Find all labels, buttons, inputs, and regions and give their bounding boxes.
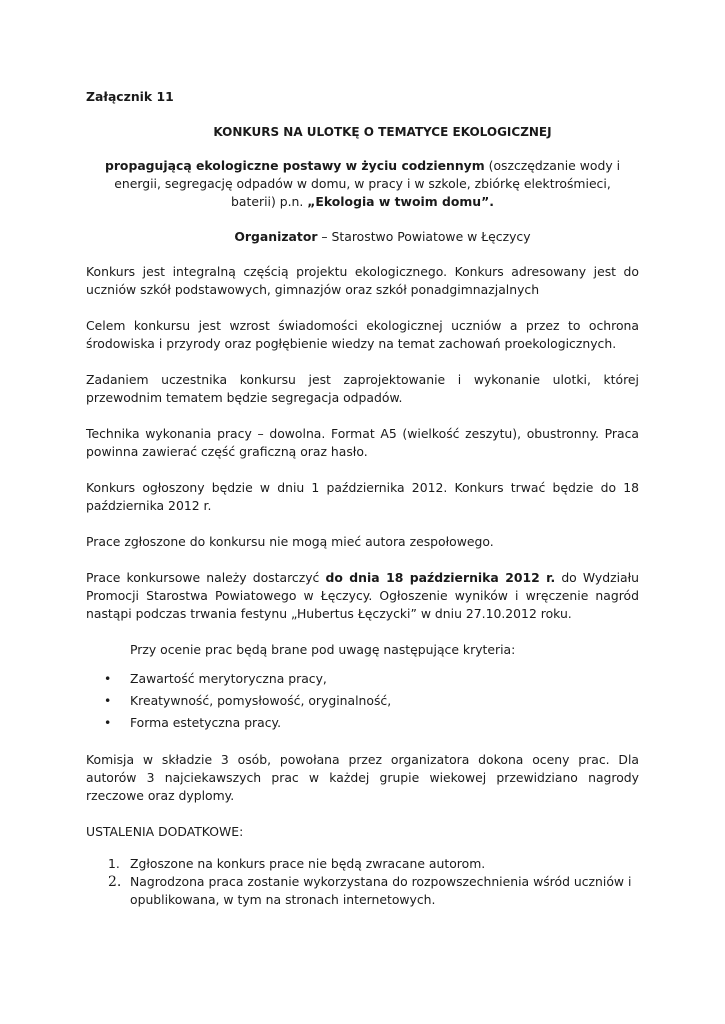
subtitle-text: (oszczędzanie wody i energii, segregację odpadów w domu, w pracy i w szkole, zbiórkę elektrośmieci, baterii) p.n. — [114, 158, 621, 209]
document-subtitle — [86, 157, 639, 211]
paragraph-technique: Technika wykonania pracy – dowolna. Format A5 (wielkość zeszytu), obustronny. Praca powinna zawierać część graficzną oraz hasło. — [86, 426, 639, 459]
list-item — [86, 873, 639, 909]
deadline-before: Prace konkursowe należy dostarczyć — [86, 570, 326, 585]
paragraph-authors: Prace zgłoszone do konkursu nie mogą mieć autora zespołowego. — [86, 534, 494, 549]
paragraph-commission: Komisja w składzie 3 osób, powołana przez organizatora dokona oceny prac. Dla autorów 3 najciekawszych prac w każdej grupie wiekowej przewidziano nagrody rzeczowe oraz dyplomy. — [86, 752, 639, 803]
list-number: 1. — [108, 856, 120, 871]
additional-list — [86, 855, 639, 909]
criteria-item: Zawartość merytoryczna pracy, — [130, 671, 327, 686]
organizer-value: – Starostwo Powiatowe w Łęczycy — [317, 229, 531, 244]
annex-label: Załącznik 11 — [86, 89, 174, 104]
subtitle-bold: propagującą ekologiczne postawy w życiu codziennym — [104, 158, 485, 173]
additional-item: Zgłoszone na konkurs prace nie będą zwracane autorom. — [130, 856, 486, 871]
list-item — [86, 712, 639, 734]
list-item — [86, 855, 639, 873]
paragraph-dates: Konkurs ogłoszony będzie w dniu 1 października 2012. Konkurs trwać będzie do 18 października 2012 r. — [86, 480, 639, 513]
subtitle-name: „Ekologia w twoim domu”. — [307, 194, 494, 209]
additional-heading: USTALENIA DODATKOWE: — [86, 824, 244, 839]
criteria-item: Kreatywność, pomysłowość, oryginalność, — [130, 693, 392, 708]
bullet-icon: • — [104, 693, 112, 708]
list-number: 2. — [108, 874, 122, 890]
paragraph-intro: Konkurs jest integralną częścią projektu ekologicznego. Konkurs adresowany jest do uczniów szkół podstawowych, gimnazjów oraz szkół ponadgimnazjalnych — [86, 264, 639, 297]
criteria-intro: Przy ocenie prac będą brane pod uwagę następujące kryteria: — [130, 642, 516, 657]
paragraph-task: Zadaniem uczestnika konkursu jest zaprojektowanie i wykonanie ulotki, której przewodnim tematem będzie segregacja odpadów. — [86, 372, 639, 405]
document-title: KONKURS NA ULOTKĘ O TEMATYCE EKOLOGICZNEJ — [213, 125, 552, 139]
list-item — [86, 668, 639, 690]
paragraph-goal: Celem konkursu jest wzrost świadomości ekologicznej uczniów a przez to ochrona środowiska i przyrody oraz pogłębienie wiedzy na temat zachowań proekologicznych. — [86, 318, 639, 351]
criteria-item: Forma estetyczna pracy. — [130, 715, 282, 730]
paragraph-deadline — [86, 569, 639, 623]
deadline-after: do Wydziału Promocji Starostwa Powiatowego w Łęczycy. Ogłoszenie wyników i wręczenie nagród nastąpi podczas trwania festynu „Hubertus Łęczycki” w dniu 27.10.2012 roku. — [86, 570, 639, 621]
organizer-line — [86, 228, 639, 246]
organizer-label: Organizator — [234, 229, 318, 244]
criteria-list — [86, 668, 639, 734]
bullet-icon: • — [104, 715, 112, 730]
list-item — [86, 690, 639, 712]
document-page — [86, 88, 639, 909]
additional-item: Nagrodzona praca zostanie wykorzystana do rozpowszechnienia wśród uczniów i opublikowana, w tym na stronach internetowych. — [130, 874, 632, 907]
deadline-date: do dnia 18 października 2012 r. — [325, 570, 556, 585]
bullet-icon: • — [104, 671, 112, 686]
